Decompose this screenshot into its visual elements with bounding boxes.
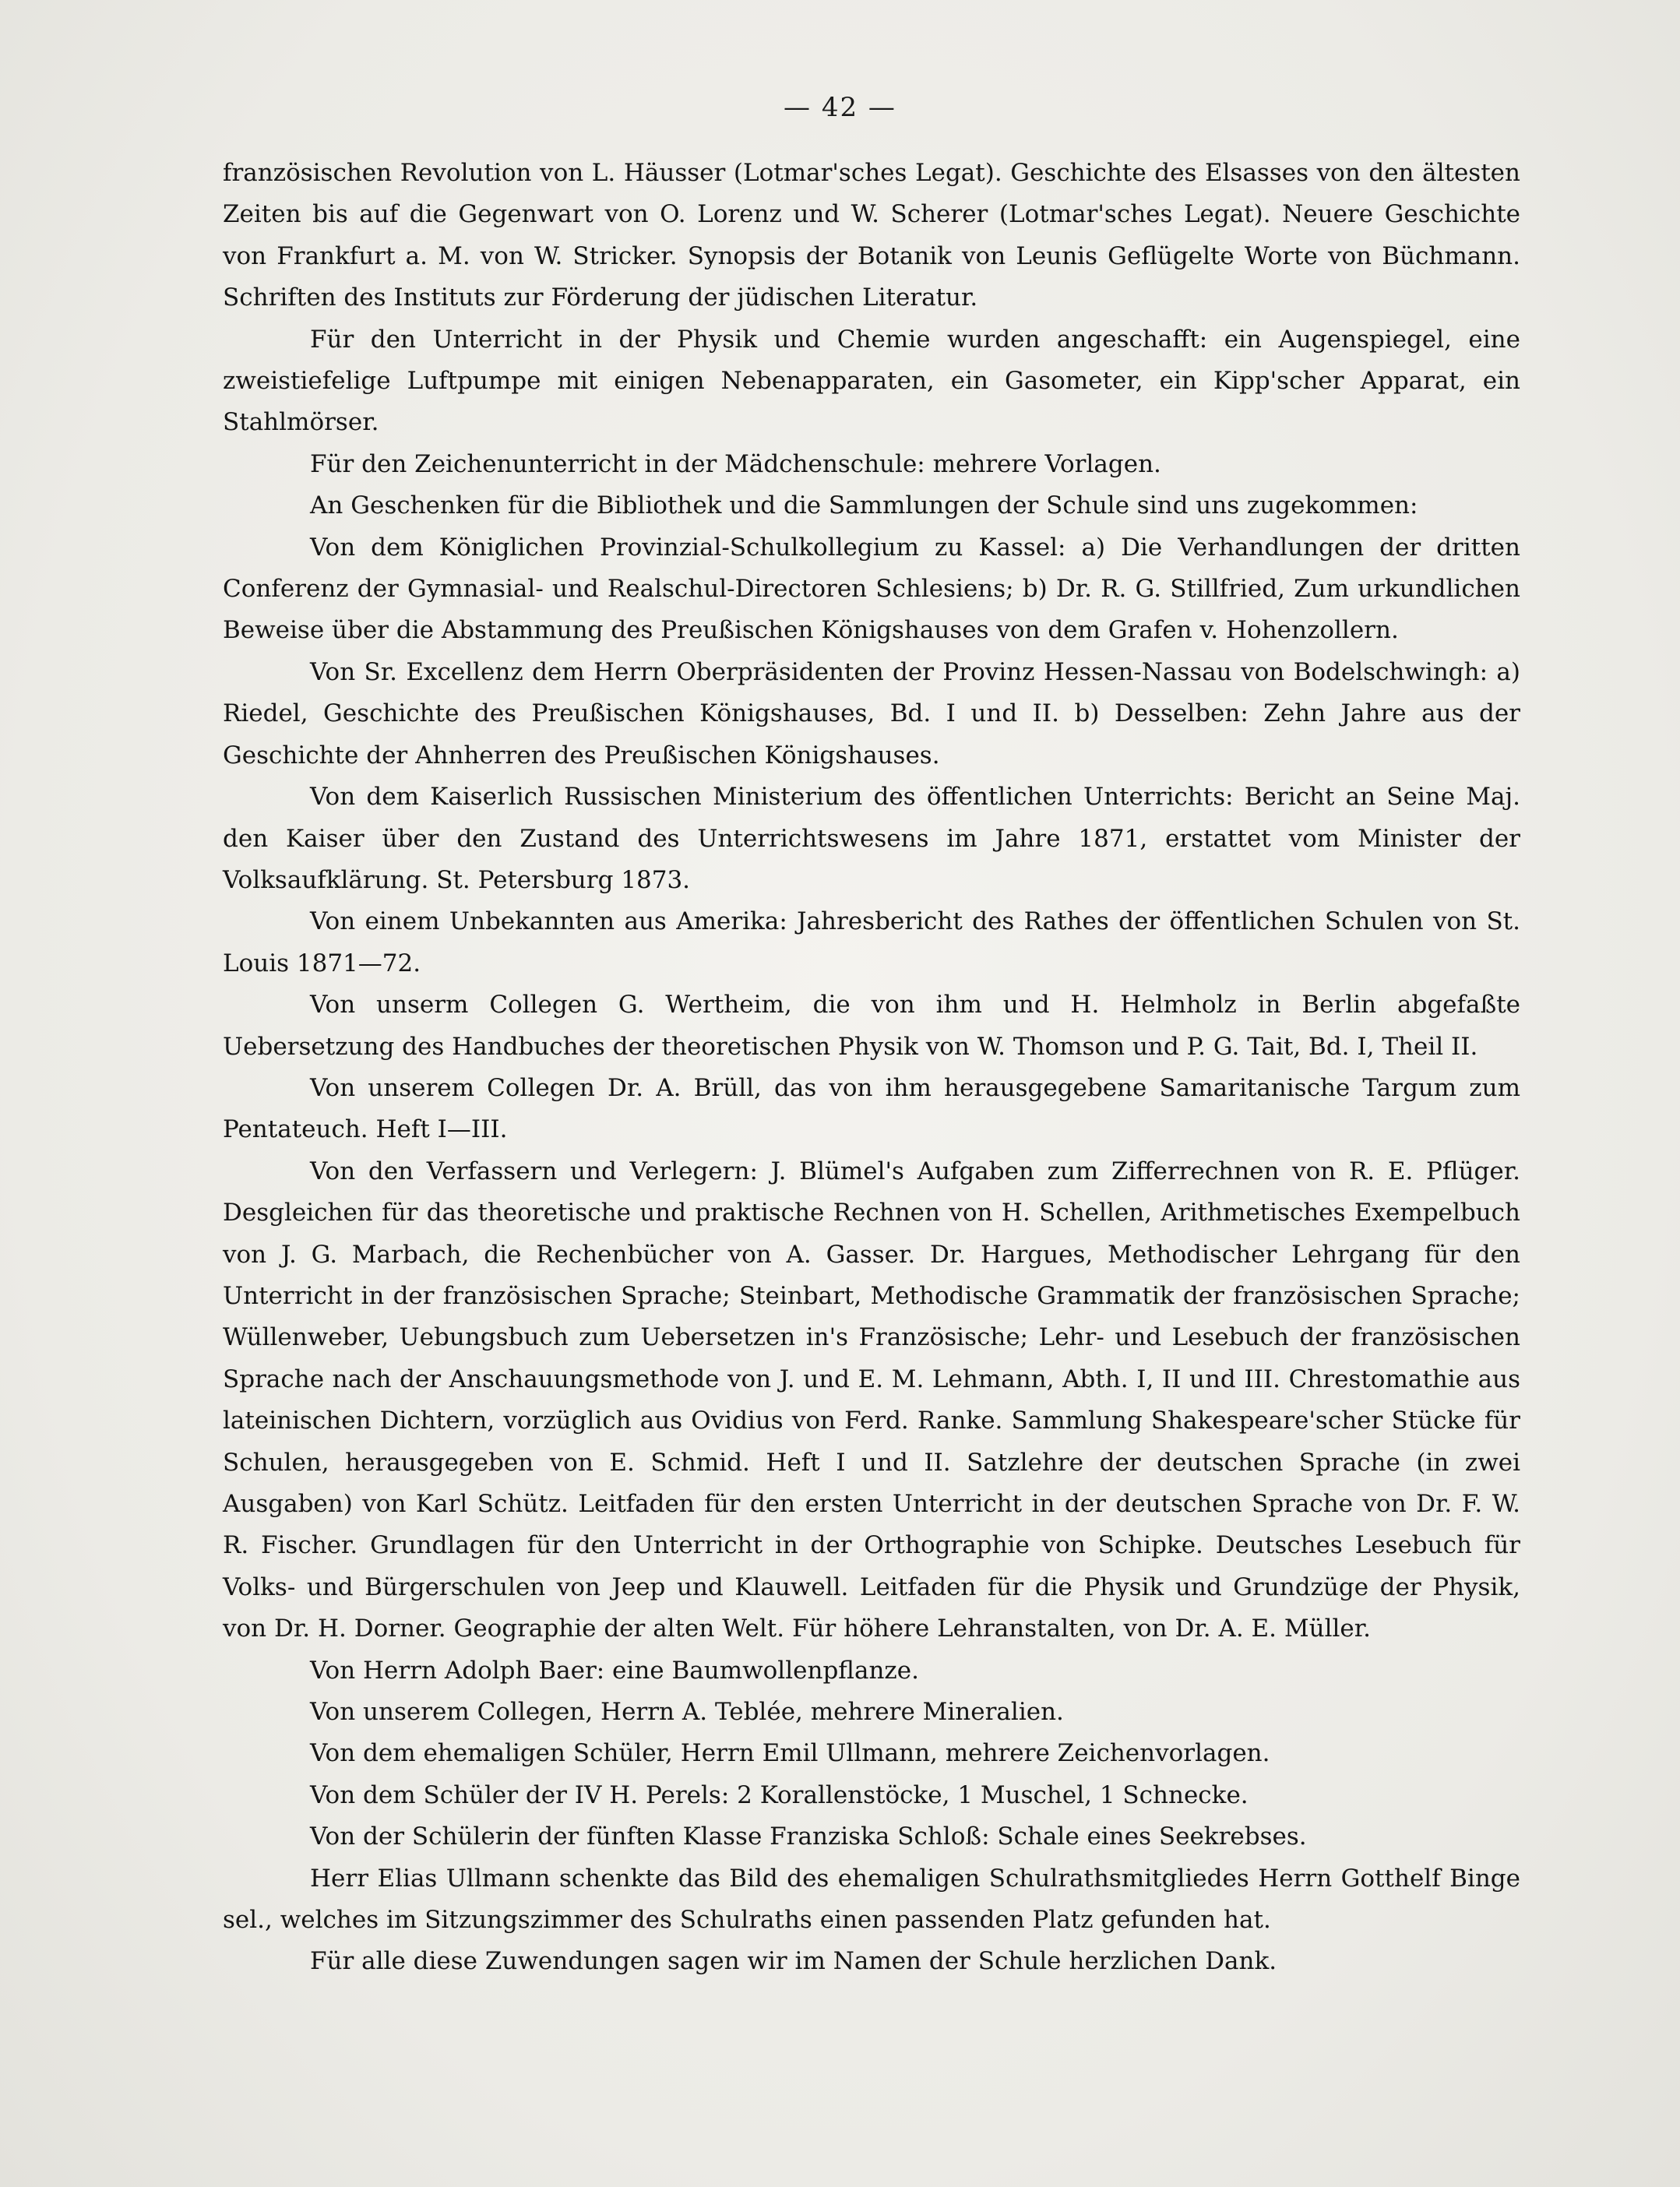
paragraph: Für alle diese Zuwendungen sagen wir im Namen der Schule herzlichen Dank.: [310, 1947, 1277, 1976]
paragraph: Von dem Kaiserlich Russischen Ministerium des öffentlichen Unterrichts: Bericht an Seine Maj. den Kaiser über den Zustand des Unterrichtswesens im Jahre 1871, erstattet vom Minister der Volksaufklärung. St. Petersburg 1873.: [223, 783, 1520, 894]
paragraph: Von der Schülerin der fünften Klasse Franziska Schloß: Schale eines Seekrebses.: [310, 1822, 1307, 1851]
paragraph: Von Sr. Excellenz dem Herrn Oberpräsidenten der Provinz Hessen-Nassau von Bodelschwingh: a) Riedel, Geschichte des Preußischen Königshauses, Bd. I und II. b) Desselben: Zehn Jahre aus der Geschichte der Ahnherren des Preußischen Königshauses.: [223, 657, 1520, 770]
paragraph: Von dem Königlichen Provinzial-Schulkollegium zu Kassel: a) Die Verhandlungen der dritten Conferenz der Gymnasial- und Realschul-Directoren Schlesiens; b) Dr. R. G. Stillfried, Zum urkundlichen Beweise über die Abstammung des Preußischen Königshauses von dem Grafen v. Hohenzollern.: [223, 533, 1520, 645]
paragraph: An Geschenken für die Bibliothek und die Sammlungen der Schule sind uns zugekommen:: [310, 491, 1418, 520]
paragraph: Von unserem Collegen, Herrn A. Teblée, mehrere Mineralien.: [310, 1698, 1064, 1727]
paragraph: Herr Elias Ullmann schenkte das Bild des ehemaligen Schulrathsmitgliedes Herrn Gotthelf Binge sel., welches im Sitzungszimmer des Schulraths einen passenden Platz gefunden hat.: [223, 1864, 1520, 1935]
paragraph: Von Herrn Adolph Baer: eine Baumwollenpflanze.: [310, 1656, 919, 1685]
paragraph: Von unserm Collegen G. Wertheim, die von ihm und H. Helmholz in Berlin abgefaßte Uebersetzung des Handbuches der theoretischen Physik von W. Thomson und P. G. Tait, Bd. I, Theil II.: [223, 991, 1520, 1061]
paragraph: Von einem Unbekannten aus Amerika: Jahresbericht des Rathes der öffentlichen Schulen von St. Louis 1871—72.: [223, 907, 1520, 977]
paragraph: Für den Unterricht in der Physik und Chemie wurden angeschafft: ein Augenspiegel, eine zweistiefelige Luftpumpe mit einigen Nebenapparaten, ein Gasometer, ein Kipp'scher Apparat, ein Stahlmörser.: [223, 325, 1520, 437]
body-text: [223, 153, 1520, 1983]
paragraph: Von dem Schüler der IV H. Perels: 2 Korallenstöcke, 1 Muschel, 1 Schnecke.: [310, 1780, 1249, 1809]
paragraph: Von den Verfassern und Verlegern: J. Blümel's Aufgaben zum Zifferrechnen von R. E. Pflüger. Desgleichen für das theoretische und praktische Rechnen von H. Schellen, Arithmetisches Exempelbuch von J. G. Marbach, die Rechenbücher von A. Gasser. Dr. Hargues, Methodischer Lehrgang für den Unterricht in der französischen Sprache; Steinbart, Methodische Grammatik der französischen Sprache; Wüllenweber, Uebungsbuch zum Uebersetzen in's Französische; Lehr- und Lesebuch der französischen Sprache nach der Anschauungsmethode von J. und E. M. Lehmann, Abth. I, II und III. Chrestomathie aus lateinischen Dichtern, vorzüglich aus Ovidius von Ferd. Ranke. Sammlung Shakespeare'scher Stücke für Schulen, herausgegeben von E. Schmid. Heft I und II. Satzlehre der deutschen Sprache (in zwei Ausgaben) von Karl Schütz. Leitfaden für den ersten Unterricht in der deutschen Sprache von Dr. F. W. R. Fischer. Grundlagen für den Unterricht in der Orthographie von Schipke. Deutsches Lesebuch für Volks- und Bürgerschulen von Jeep und Klauwell. Leitfaden für die Physik und Grundzüge der Physik, von Dr. H. Dorner. Geographie der alten Welt. Für höhere Lehranstalten, von Dr. A. E. Müller.: [223, 1157, 1520, 1643]
paragraph: Von dem ehemaligen Schüler, Herrn Emil Ullmann, mehrere Zeichenvorlagen.: [310, 1739, 1270, 1768]
paragraph: französischen Revolution von L. Häusser (Lotmar'sches Legat). Geschichte des Elsasses von den ältesten Zeiten bis auf die Gegenwart von O. Lorenz und W. Scherer (Lotmar'sches Legat). Neuere Geschichte von Frankfurt a. M. von W. Stricker. Synopsis der Botanik von Leunis Geflügelte Worte von Büchmann. Schriften des Instituts zur Förderung der jüdischen Literatur.: [223, 159, 1520, 312]
paragraph: Von unserem Collegen Dr. A. Brüll, das von ihm herausgegebene Samaritanische Targum zum Pentateuch. Heft I—III.: [223, 1073, 1520, 1144]
page-number: — 42 —: [784, 92, 896, 123]
paragraph: Für den Zeichenunterricht in der Mädchenschule: mehrere Vorlagen.: [310, 449, 1161, 478]
